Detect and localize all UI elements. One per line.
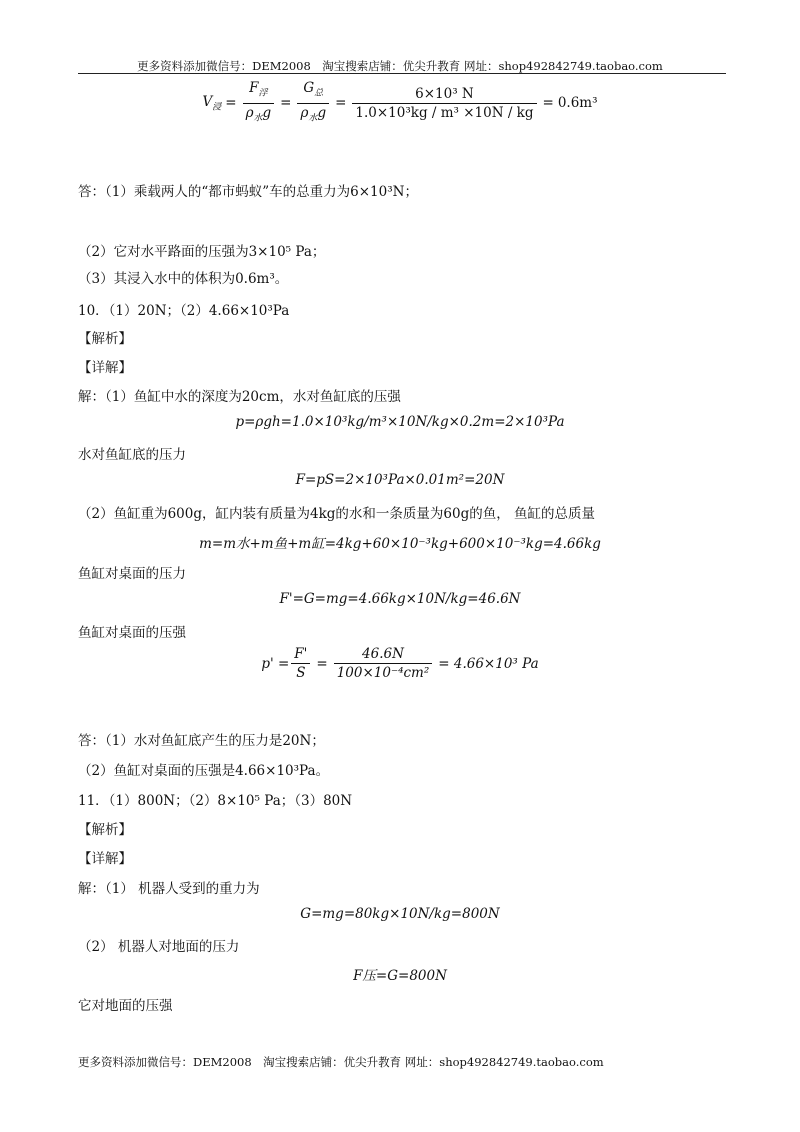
fraction-values <box>352 86 536 121</box>
frac2-num: G <box>303 80 315 96</box>
q11-title: 11．（1）800N；（2）8×10⁵ Pa；（3）80N <box>78 793 353 809</box>
q10-formula-5: p' = $\frac{F'}{S}$ = $\frac{46.6N}{\text{100×10⁻⁴cm²}}$ = 4.66×10³ Pa <box>261 646 539 681</box>
f5-den-1: S <box>296 665 306 681</box>
q11-formula-2: F压=G=800N <box>353 968 447 984</box>
q11-formula-1: G=mg=80kg×10N/kg=800N <box>300 906 500 922</box>
q9-answer-1: 答：（1）乘载两人的“都市蚂蚁”车的总重力为6×10³N； <box>78 184 418 200</box>
f5-fraction-symbolic <box>291 646 310 681</box>
q9-answer-3: （3）其浸入水中的体积为0.6m³。 <box>78 271 289 287</box>
frac1-num-sub: 浮 <box>258 88 268 99</box>
f5-num-1: F' <box>291 646 310 664</box>
f5-result: = 4.66×10³ Pa <box>438 655 539 672</box>
frac1-den-g: g <box>262 104 272 121</box>
frac3-num: 6×10³ N <box>352 86 536 104</box>
eq-lhs-sub: 浸 <box>212 102 222 113</box>
q10-formula-2: F=pS=2×10³Pa×0.01m²=20N <box>295 472 505 488</box>
page-footer: 更多资料添加微信号：DEM2008 淘宝搜索店铺：优尖升教育 网址：shop492842749.taobao.com <box>78 1055 604 1069</box>
q10-line-2: 水对鱼缸底的压力 <box>78 447 186 463</box>
q10-analysis-heading: 【解析】 <box>78 331 132 347</box>
frac1-num: F <box>249 80 259 96</box>
q11-detail-heading: 【详解】 <box>78 851 132 867</box>
q10-answer-2: （2）鱼缸对桌面的压强是4.66×10³Pa。 <box>78 763 330 779</box>
frac1-den: ρ <box>245 104 254 121</box>
q10-line-1: 解：（1）鱼缸中水的深度为20cm，水对鱼缸底的压强 <box>78 389 401 405</box>
f5-den-2: 100×10⁻⁴cm² <box>336 665 430 681</box>
frac2-den-g: g <box>317 104 327 121</box>
header-divider <box>78 73 726 74</box>
q10-line-3: （2）鱼缸重为600g，缸内装有质量为4kg的水和一条质量为60g的鱼， 鱼缸的总质量 <box>78 506 596 522</box>
q9-answer-2: （2）它对水平路面的压强为3×10⁵ Pa； <box>78 244 326 260</box>
q11-line-2: （2） 机器人对地面的压力 <box>78 939 240 955</box>
q10-answer-1: 答：（1）水对鱼缸底产生的压力是20N； <box>78 733 325 749</box>
q10-detail-heading: 【详解】 <box>78 360 132 376</box>
q10-line-4: 鱼缸对桌面的压力 <box>78 566 186 582</box>
page-header: 更多资料添加微信号：DEM2008 淘宝搜索店铺：优尖升教育 网址：shop492842749.taobao.com <box>137 59 663 73</box>
q11-line-1: 解：（1） 机器人受到的重力为 <box>78 881 260 897</box>
q10-title: 10．（1）20N；（2）4.66×10³Pa <box>78 303 290 319</box>
frac2-num-sub: 总 <box>314 88 324 99</box>
q11-analysis-heading: 【解析】 <box>78 822 132 838</box>
q11-line-3: 它对地面的压强 <box>78 998 173 1014</box>
eq-lhs: V <box>202 93 213 110</box>
q10-formula-4: F'=G=mg=4.66kg×10N/kg=46.6N <box>279 591 521 607</box>
f5-lhs: p' = <box>261 655 290 672</box>
f5-fraction-values <box>334 646 433 681</box>
q10-formula-3: m=m水+m鱼+m缸=4kg+60×10⁻³kg+600×10⁻³kg=4.66kg <box>199 536 601 552</box>
frac2-den-sub: 水 <box>308 113 318 124</box>
frac1-den-sub: 水 <box>253 113 263 124</box>
frac3-den: 1.0×10³kg / m³ ×10N / kg <box>355 104 534 121</box>
q10-formula-1: p=ρgh=1.0×10³kg/m³×10N/kg×0.2m=2×10³Pa <box>235 414 565 430</box>
equation-immersed-volume: $V_浸$ = $\frac{F_浮}{\rho_水g}$ = $\frac{G_总}{\rho_水g}$ = $\frac{\text{6×10³ N}}{\text{1.0×10³kg / m³ ×10N / kg}}$ = 0.6m³ <box>0 80 800 126</box>
frac2-den: ρ <box>300 104 309 121</box>
fraction-weight <box>297 80 329 126</box>
q10-line-5: 鱼缸对桌面的压强 <box>78 625 186 641</box>
eq-result: 0.6m³ <box>557 95 598 112</box>
f5-num-2: 46.6N <box>334 646 433 664</box>
fraction-buoyancy <box>243 80 275 126</box>
